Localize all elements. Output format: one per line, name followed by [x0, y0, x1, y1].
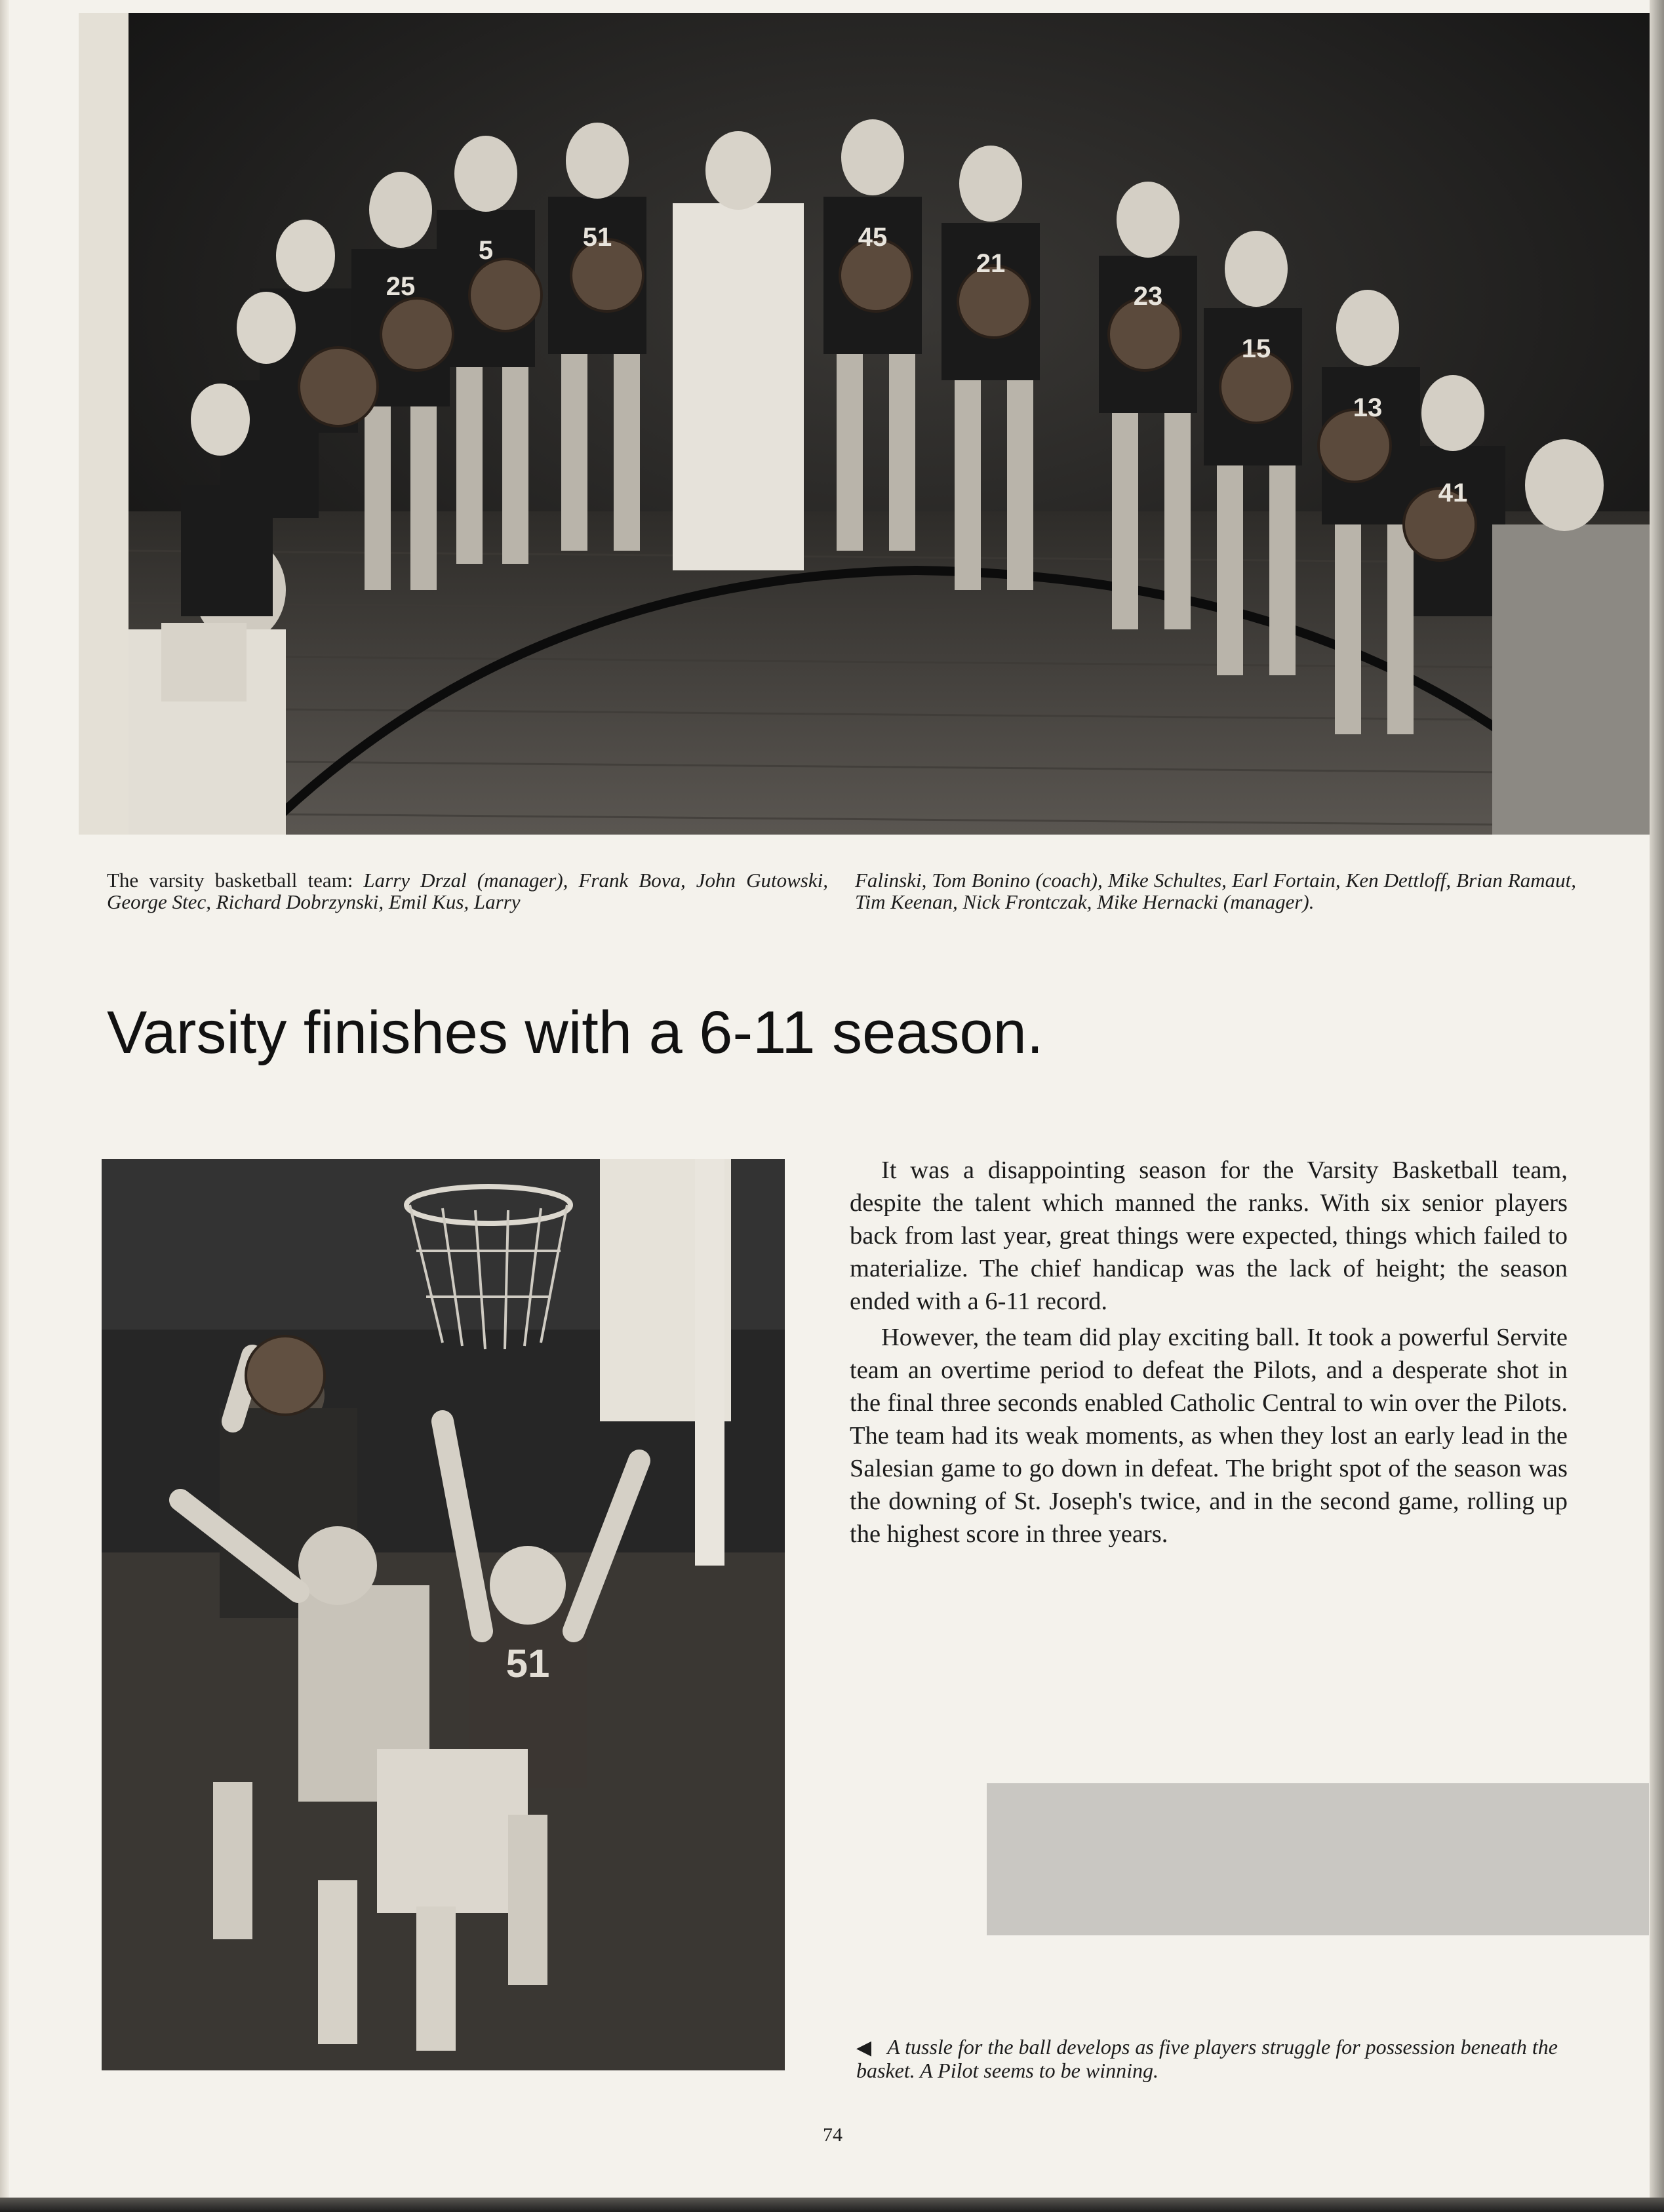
jersey-number: 25: [386, 272, 416, 301]
article-body: [850, 1154, 1568, 1554]
team-photo-caption-left: [107, 869, 828, 913]
caption-names: Larry Drzal (manager), Frank Bova, John Gutowski, George Stec, Richard Dobrzynski, Emil Kus, Larry: [107, 869, 828, 913]
team-photo-illustration: [129, 13, 1664, 835]
page-bottom-edge: [0, 2198, 1664, 2212]
jersey-number: 5: [478, 236, 494, 265]
action-photo: [102, 1159, 785, 2070]
caption-lead: The varsity basketball team:: [107, 869, 364, 892]
action-photo-caption: [856, 2036, 1558, 2082]
article-paragraph-1: It was a disappointing season for the Varsity Basketball team, despite the talent which manned the ranks. With six senior players back from last year, great things were expected, things which failed to materialize. The chief handicap was the lack of height; the season ended with a 6-11 record.: [850, 1156, 1568, 1315]
page-headline: Varsity finishes with a 6-11 season.: [107, 999, 1044, 1066]
team-photo: [129, 13, 1664, 835]
action-jersey-number: 51: [505, 1642, 550, 1686]
jersey-number: 45: [858, 223, 888, 252]
jersey-number: 23: [1133, 282, 1163, 311]
jersey-number: 51: [582, 223, 612, 252]
action-caption-text: A tussle for the ball develops as five players struggle for possession beneath the basket. A Pilot seems to be winning.: [856, 2035, 1558, 2082]
left-arrow-icon: ◀: [856, 2037, 872, 2059]
team-photo-caption-right: Falinski, Tom Bonino (coach), Mike Schultes, Earl Fortain, Ken Dettloff, Brian Ramaut, Tim Keenan, Nick Frontczak, Mike Hernacki (manager).: [855, 869, 1576, 913]
page-number: 74: [823, 2124, 842, 2146]
page-left-edge: [0, 0, 9, 2212]
gray-placeholder-box: [987, 1783, 1649, 1935]
jersey-number: 13: [1353, 393, 1383, 422]
photo-margin-strip: [79, 13, 129, 835]
jersey-number: 15: [1241, 334, 1271, 363]
jersey-number: 21: [976, 249, 1006, 278]
page-right-edge: [1650, 0, 1664, 2212]
article-paragraph-2: However, the team did play exciting ball. It took a powerful Servite team an overtime period to defeat the Pilots, and a desperate shot in the final three seconds enabled Catholic Central to win over the Pilots. The team had its weak moments, as when they lost an early lead in the Salesian game to go down in defeat. The bright spot of the season was the downing of St. Joseph's twice, and in the second game, rolling up the highest score in three years.: [850, 1324, 1568, 1548]
action-photo-illustration: [102, 1159, 785, 2070]
jersey-number: 41: [1438, 479, 1468, 507]
